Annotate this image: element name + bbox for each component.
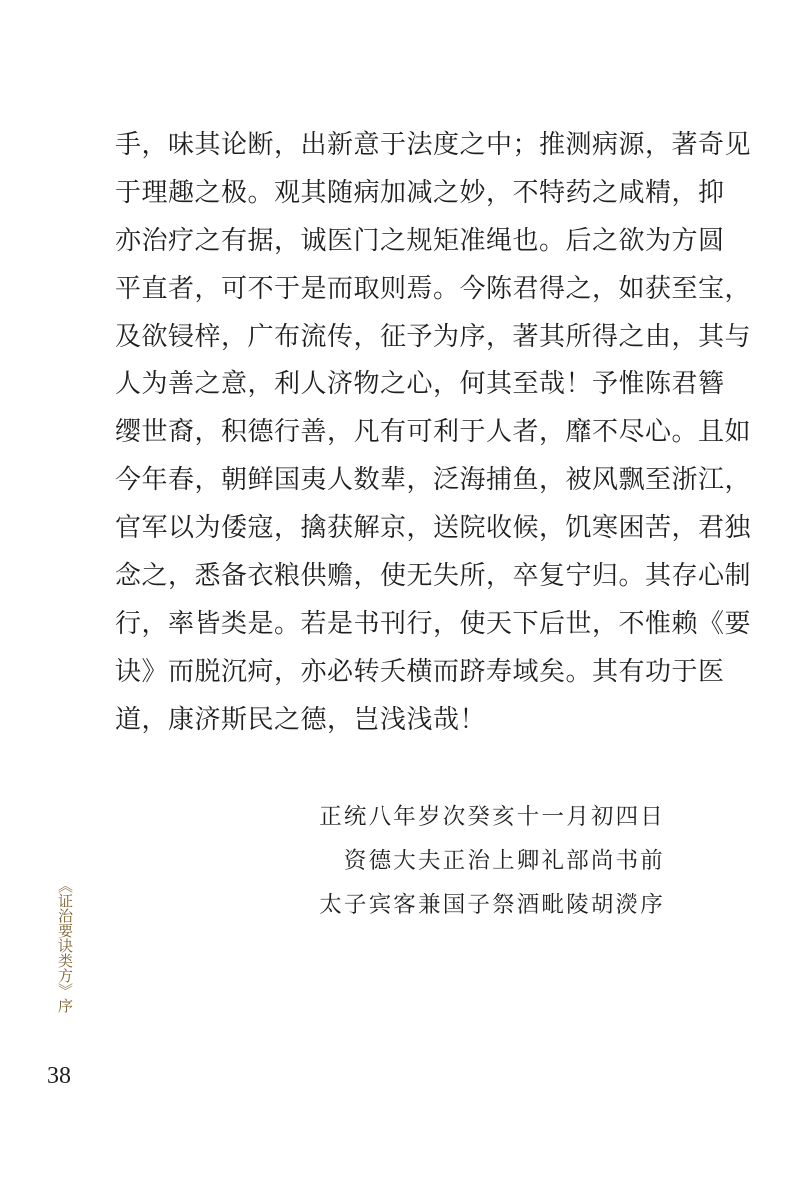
body-line: 诀》而脱沉疴，亦必转夭横而跻寿域矣。其有功于医 xyxy=(115,656,725,687)
body-line: 官军以为倭寇，擒获解京，送院收候，饥寒困苦，君独 xyxy=(115,513,752,544)
body-line: 手，味其论断，出新意于法度之中；推测病源，著奇见 xyxy=(115,130,752,160)
signature-title: 资德大夫正治上卿礼部尚书前 xyxy=(343,848,665,874)
body-line: 行，率皆类是。若是书刊行，使天下后世，不惟赖《要 xyxy=(115,608,752,639)
body-line: 及欲锓梓，广布流传，征予为序，著其所得之由，其与 xyxy=(115,321,752,352)
body-line: 平直者，可不于是而取则焉。今陈君得之，如获至宝， xyxy=(115,273,752,304)
running-title: 《证治要诀类方》序 xyxy=(56,878,74,1013)
body-line: 亦治疗之有据，诚医门之规矩准绳也。后之欲为方圆 xyxy=(115,225,725,256)
body-line: 今年春，朝鲜国夷人数辈，泛海捕鱼，被风飘至浙江， xyxy=(115,465,752,496)
signature-author: 太子宾客兼国子祭酒毗陵胡濙序 xyxy=(319,892,665,918)
body-line: 人为善之意，利人济物之心，何其至哉！予惟陈君簪 xyxy=(115,369,725,400)
signature-block xyxy=(319,795,665,927)
page-number: 38 xyxy=(47,1063,71,1089)
signature-date: 正统八年岁次癸亥十一月初四日 xyxy=(319,804,665,830)
body-line: 于理趣之极。观其随病加减之妙，不特药之咸精，抑 xyxy=(115,177,725,208)
body-text xyxy=(115,122,752,745)
body-line: 道，康济斯民之德，岂浅浅哉！ xyxy=(115,704,487,735)
body-line: 念之，悉备衣粮供赡，使无失所，卒复宁归。其存心制 xyxy=(115,561,752,592)
body-line: 缨世裔，积德行善，凡有可利于人者，靡不尽心。且如 xyxy=(115,417,752,448)
